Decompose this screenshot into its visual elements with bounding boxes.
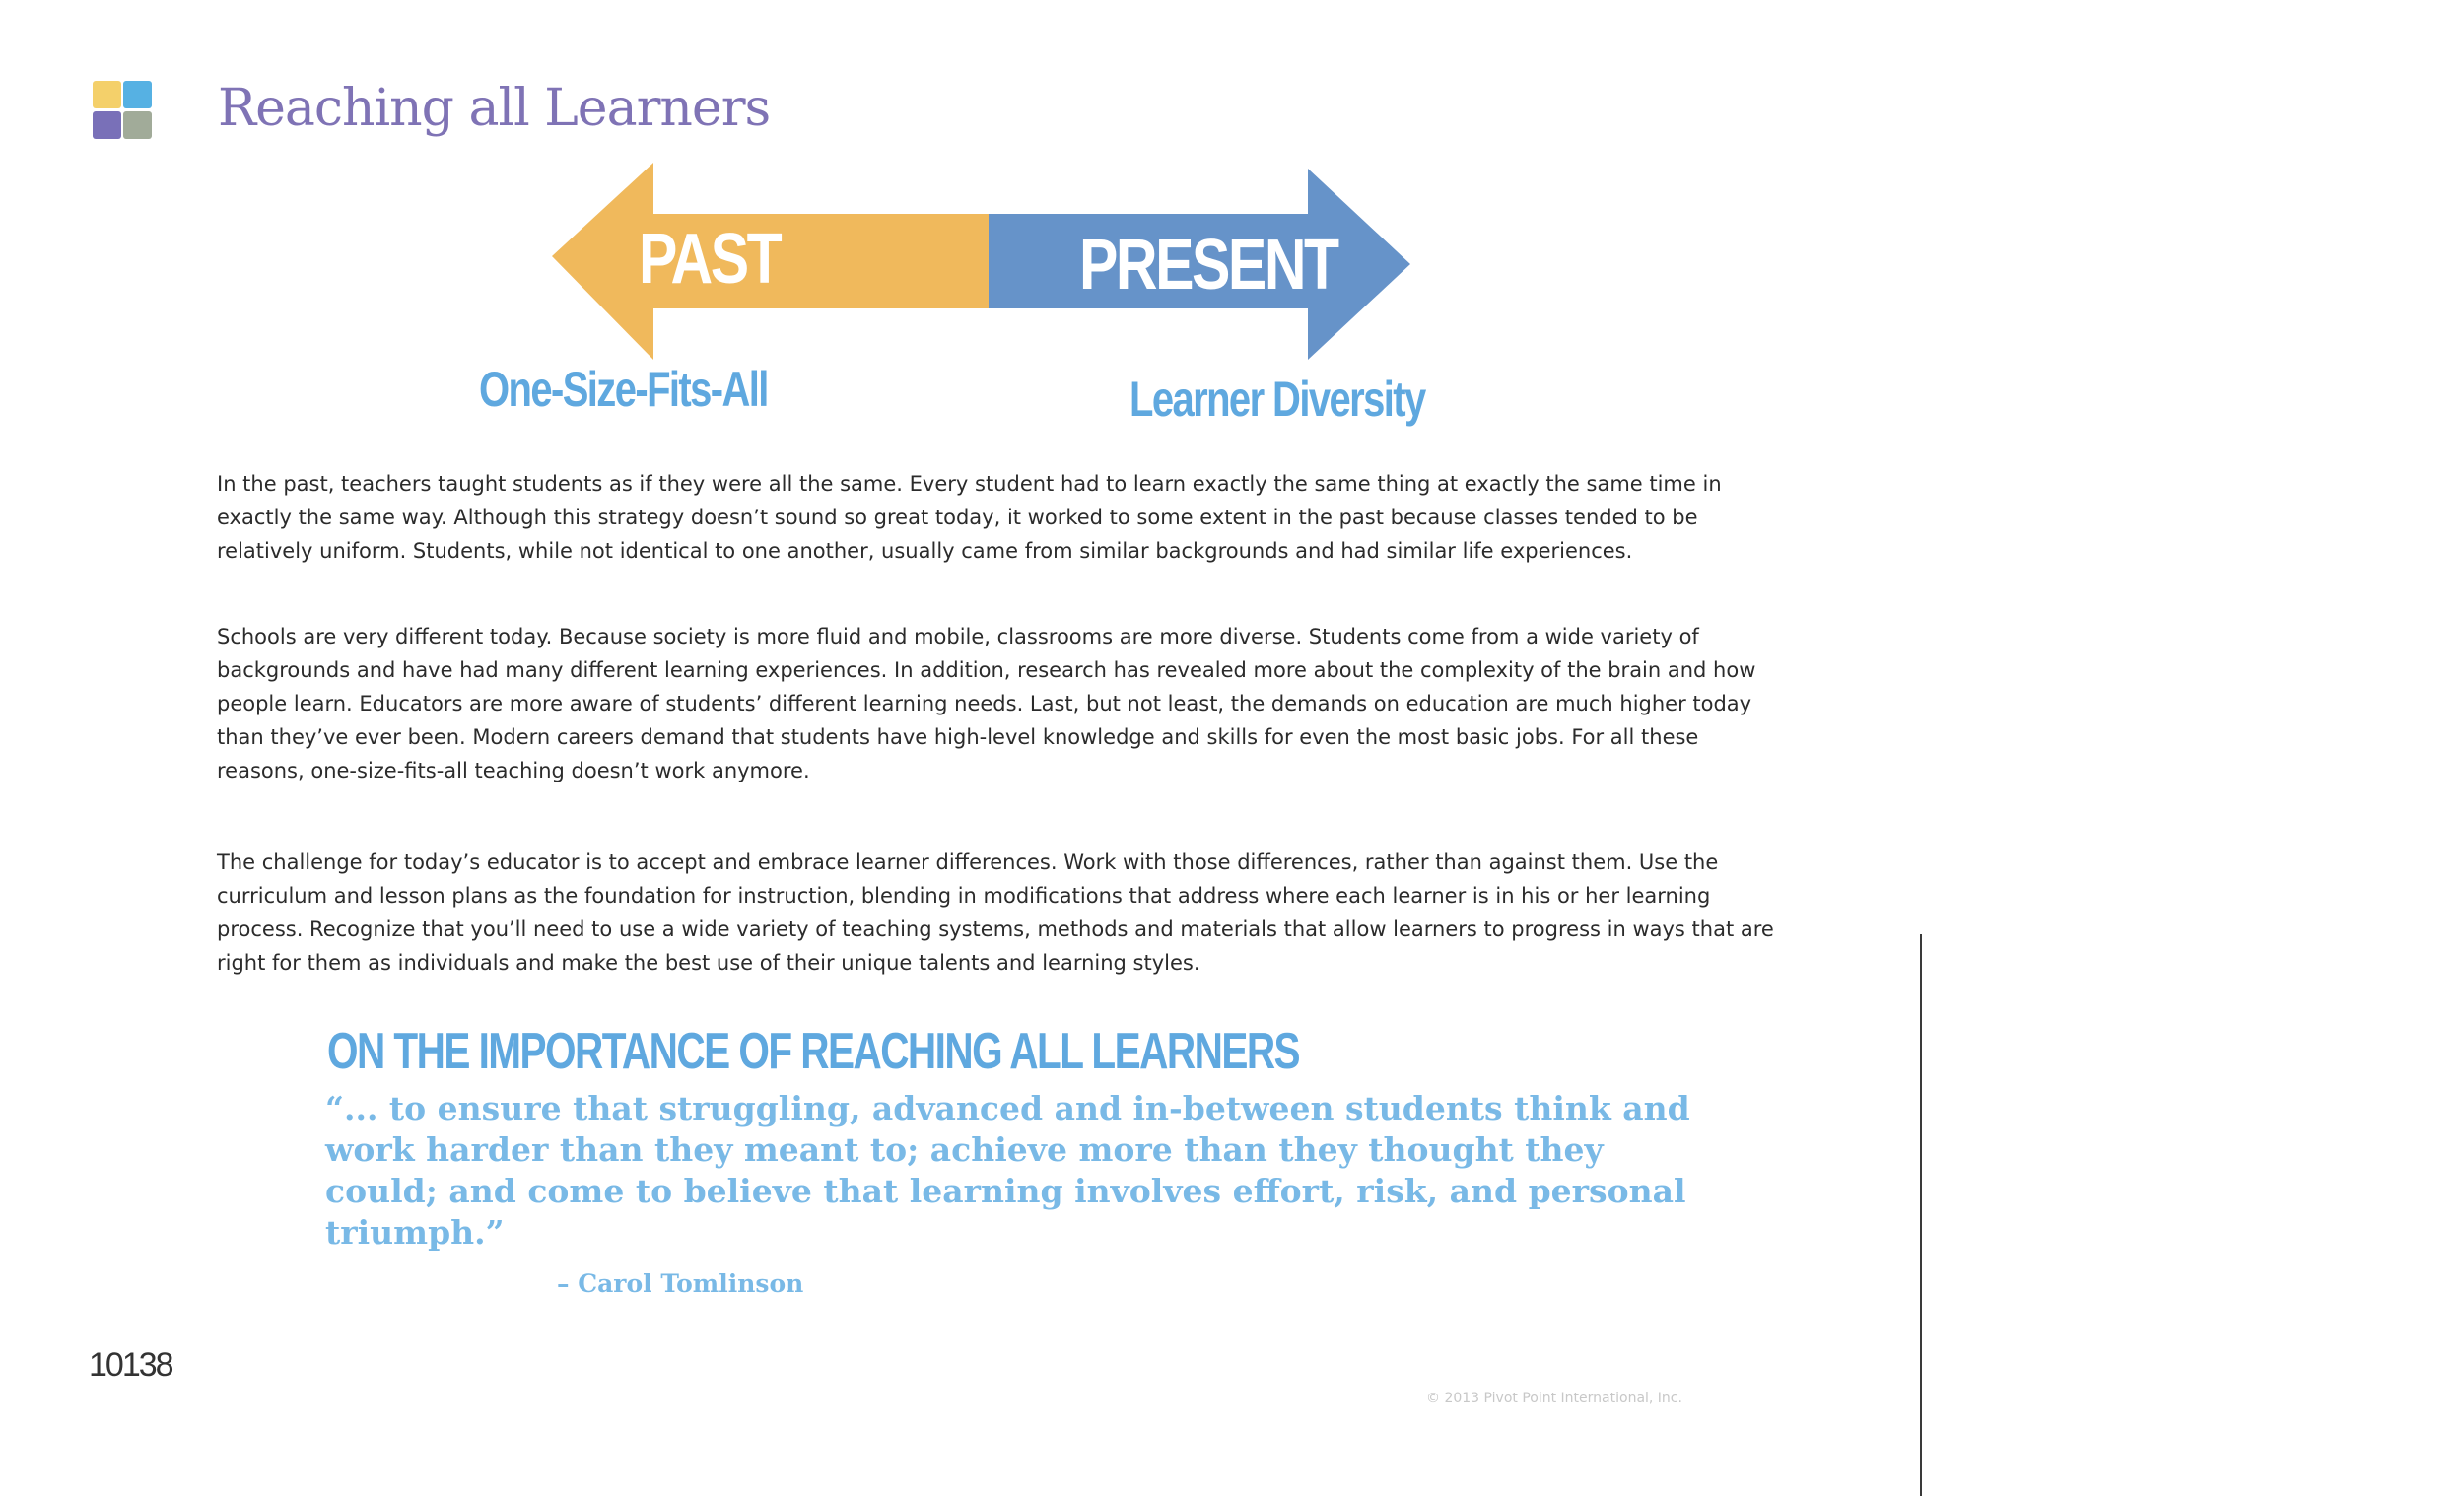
body-paragraph-3: The challenge for today’s educator is to accept and embrace learner differences. Work with those differences, rather than against them. Use the curriculum and lesson plans as the foundation for instruction, blending in modifications that address where each learner is in his or her learning process. Recognize that you’ll need to use a wide variety of teaching systems, methods and materials that allow learners to progress in ways that are right for them as individuals and make the best use of their unique talents and learning styles. (217, 850, 1774, 975)
quote-text: “... to ensure that struggling, advanced and in-between students think and work harder than they meant to; achieve more than they thought they could; and come to believe that learning involves effort, risk, and personal triumph.” (325, 1089, 1690, 1252)
logo-square-gray (123, 111, 152, 139)
past-caption: One-Size-Fits-All (479, 362, 768, 417)
logo-squares-icon (93, 81, 156, 142)
quote-heading: ON THE IMPORTANCE OF REACHING ALL LEARNERS (327, 1023, 1300, 1080)
past-label: PAST (639, 220, 781, 299)
scan-edge-divider (1920, 934, 1922, 1496)
present-label: PRESENT (1079, 226, 1337, 305)
present-caption: Learner Diversity (1129, 372, 1425, 427)
logo-square-blue (123, 81, 152, 108)
logo-square-purple (93, 111, 121, 139)
page-title: Reaching all Learners (218, 79, 771, 138)
quote-author: – Carol Tomlinson (557, 1269, 804, 1298)
body-paragraph-1: In the past, teachers taught students as if they were all the same. Every student had to learn exactly the same thing at exactly the same time in exactly the same way. Although this strategy doesn’t sound so great today, it worked to some extent in the past because classes tended to be relatively uniform. Students, while not identical to one another, usually came from similar backgrounds and had similar life experiences. (217, 472, 1722, 563)
body-paragraph-2: Schools are very different today. Because society is more fluid and mobile, classrooms are more diverse. Students come from a wide variety of backgrounds and have had many different learning experiences. In addition, research has revealed more about the complexity of the brain and how people learn. Educators are more aware of students’ different learning needs. Last, but not least, the demands on education are much higher today than they’ve ever been. Modern careers demand that students have high-level knowledge and skills for even the most basic jobs. For all these reasons, one-size-fits-all teaching doesn’t work anymore. (217, 625, 1756, 782)
logo-square-yellow (93, 81, 121, 108)
copyright-notice: © 2013 Pivot Point International, Inc. (1426, 1391, 1682, 1406)
page-number: 10138 (89, 1346, 172, 1384)
